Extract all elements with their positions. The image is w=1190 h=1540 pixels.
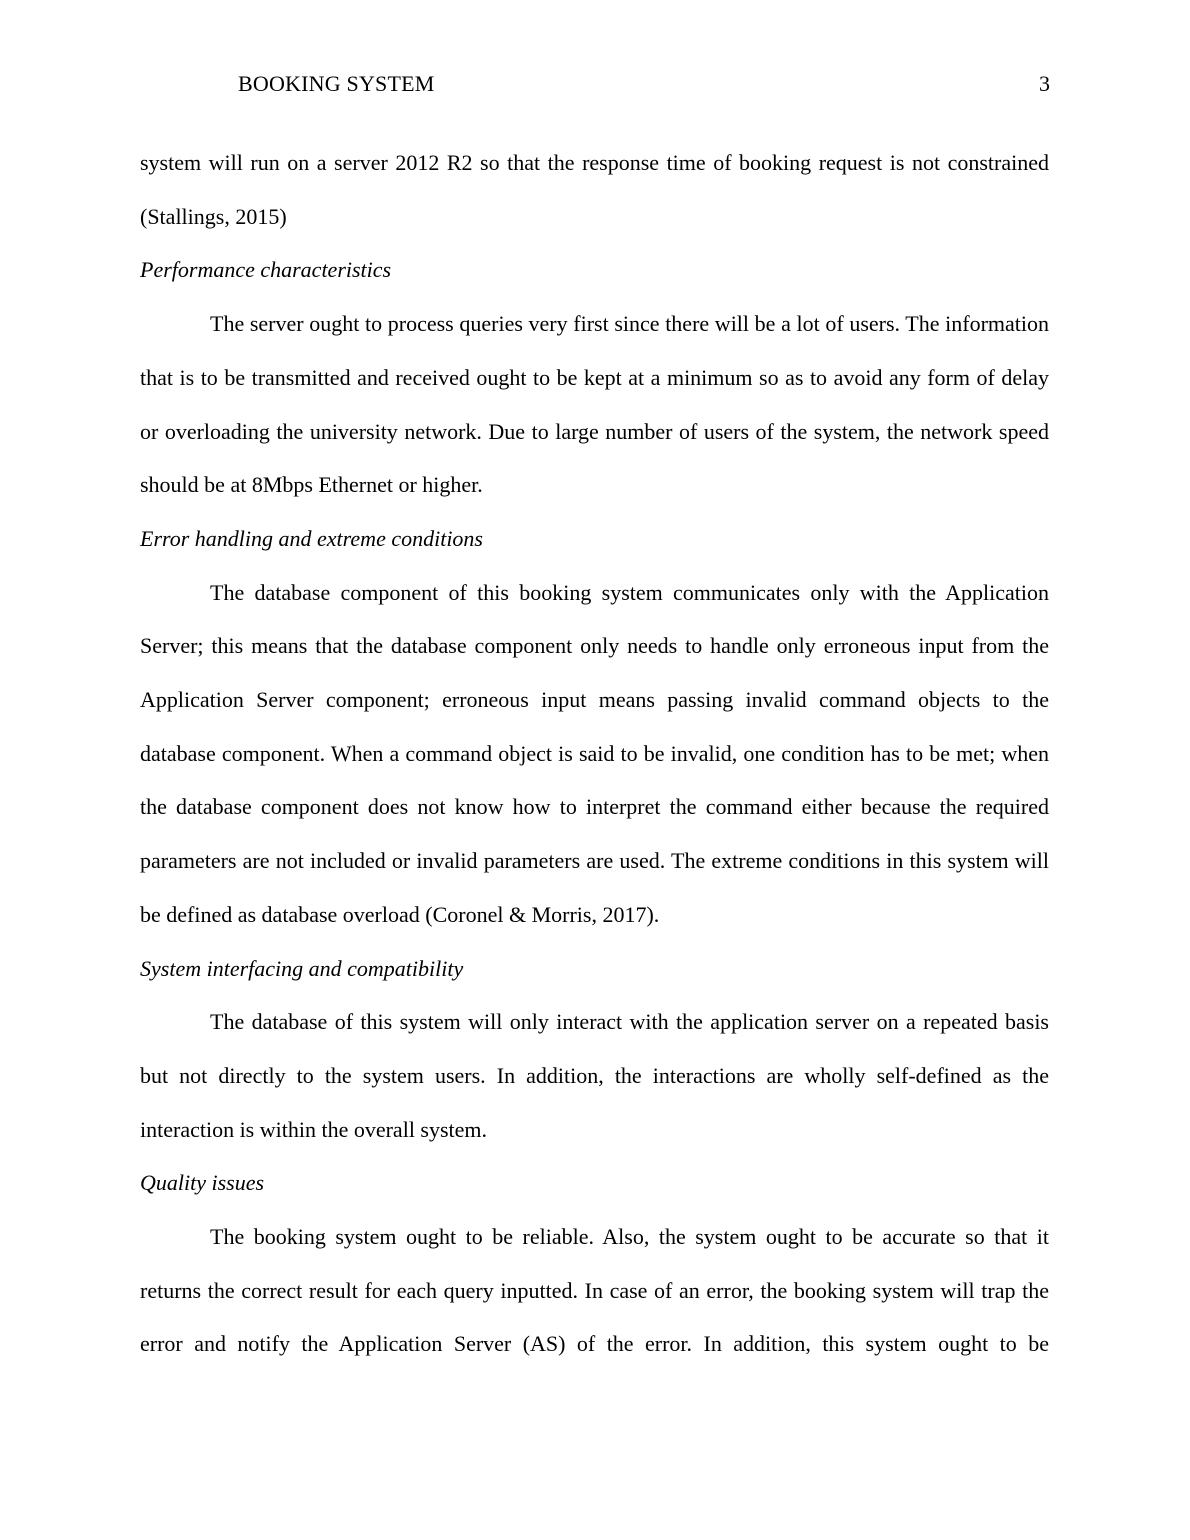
- section-heading-quality: Quality issues: [140, 1170, 265, 1196]
- paragraph-performance: The server ought to process queries very first since there will be a lot of users. The information that is to be transmitted and received ought to be kept at a minimum so as to avoid any form of delay or overloading the university network. Due to large number of users of the system, the network speed should be at 8Mbps Ethernet or higher.: [140, 311, 1049, 498]
- section-heading-error-handling: Error handling and extreme conditions: [140, 525, 483, 551]
- body-text: [140, 136, 1049, 1371]
- section-heading-performance: Performance characteristics: [140, 257, 392, 283]
- running-head: BOOKING SYSTEM: [238, 71, 435, 96]
- section-heading-interfacing: System interfacing and compatibility: [140, 955, 464, 981]
- paragraph-interfacing: The database of this system will only interact with the application server on a repeated basis but not directly to the system users. In addition, the interactions are wholly self-defined as the interaction is within the overall system.: [140, 1009, 1049, 1142]
- paragraph-error-handling: The database component of this booking system communicates only with the Application Server; this means that the database component only needs to handle only erroneous input from the Application Server component; erroneous input means passing invalid command objects to the database component. When a command object is said to be invalid, one condition has to be met; when the database component does not know how to interpret the command either because the required parameters are not included or invalid parameters are used. The extreme conditions in this system will be defined as database overload (Coronel & Morris, 2017).: [140, 579, 1049, 927]
- page-number: 3: [1039, 71, 1050, 96]
- paragraph-continuation: system will run on a server 2012 R2 so that the response time of booking request is not constrained (Stallings, 2015): [140, 150, 1049, 229]
- paragraph-quality: The booking system ought to be reliable. Also, the system ought to be accurate so that it returns the correct result for each query inputted. In case of an error, the booking system will trap the error and notify the Application Server (AS) of the error. In addition, this system ought to be: [140, 1224, 1049, 1357]
